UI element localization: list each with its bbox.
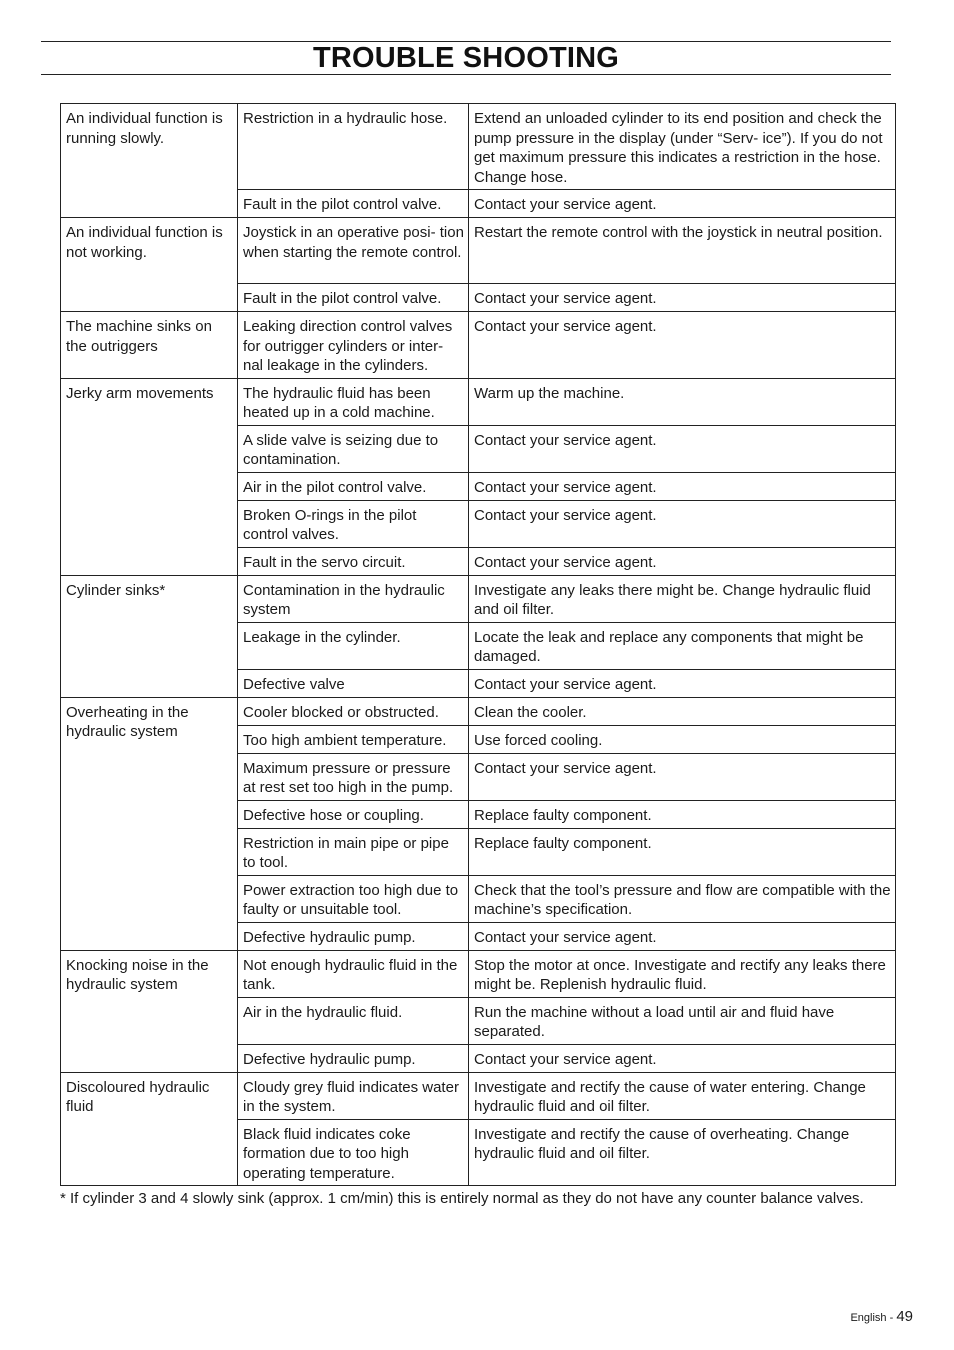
table-row xyxy=(61,378,896,425)
action-cell: Warm up the machine. xyxy=(469,378,896,425)
action-cell: Investigate any leaks there might be. Change hydraulic fluid and oil filter. xyxy=(469,575,896,622)
action-cell: Run the machine without a load until air and fluid have separated. xyxy=(469,997,896,1044)
table-row xyxy=(61,312,896,379)
action-cell: Contact your service agent. xyxy=(469,190,896,218)
cause-cell: Cooler blocked or obstructed. xyxy=(238,697,469,725)
action-cell: Contact your service agent. xyxy=(469,547,896,575)
action-cell: Restart the remote control with the joystick in neutral position. xyxy=(469,218,896,284)
cause-cell: Defective hose or coupling. xyxy=(238,800,469,828)
page-footer xyxy=(850,1308,913,1325)
problem-cell: An individual function is not working. xyxy=(61,218,238,312)
cause-cell: A slide valve is seizing due to contamination. xyxy=(238,425,469,472)
action-cell: Contact your service agent. xyxy=(469,284,896,312)
table-row xyxy=(61,1072,896,1119)
cause-cell: Joystick in an operative posi- tion when starting the remote control. xyxy=(238,218,469,284)
title-rule-bottom xyxy=(41,74,891,75)
cause-cell: Fault in the pilot control valve. xyxy=(238,190,469,218)
cause-cell: Maximum pressure or pressure at rest set too high in the pump. xyxy=(238,753,469,800)
action-cell: Contact your service agent. xyxy=(469,500,896,547)
action-cell: Contact your service agent. xyxy=(469,669,896,697)
cause-cell: Leakage in the cylinder. xyxy=(238,622,469,669)
cause-cell: Defective valve xyxy=(238,669,469,697)
action-cell: Contact your service agent. xyxy=(469,312,896,379)
cause-cell: Contamination in the hydraulic system xyxy=(238,575,469,622)
table-row xyxy=(61,218,896,284)
problem-cell: The machine sinks on the outriggers xyxy=(61,312,238,379)
problem-cell: Jerky arm movements xyxy=(61,378,238,575)
cause-cell: Leaking direction control valves for outrigger cylinders or inter- nal leakage in the cylinders. xyxy=(238,312,469,379)
action-cell: Check that the tool’s pressure and flow are compatible with the machine’s specification. xyxy=(469,875,896,922)
action-cell: Contact your service agent. xyxy=(469,1044,896,1072)
cause-cell: Restriction in main pipe or pipe to tool. xyxy=(238,828,469,875)
cause-cell: Fault in the servo circuit. xyxy=(238,547,469,575)
table-row xyxy=(61,575,896,622)
cause-cell: Fault in the pilot control valve. xyxy=(238,284,469,312)
problem-cell: Knocking noise in the hydraulic system xyxy=(61,950,238,1072)
action-cell: Contact your service agent. xyxy=(469,753,896,800)
action-cell: Investigate and rectify the cause of water entering. Change hydraulic fluid and oil filter. xyxy=(469,1072,896,1119)
action-cell: Contact your service agent. xyxy=(469,425,896,472)
problem-cell: Overheating in the hydraulic system xyxy=(61,697,238,950)
action-cell: Contact your service agent. xyxy=(469,922,896,950)
table-row xyxy=(61,104,896,190)
cause-cell: The hydraulic fluid has been heated up in a cold machine. xyxy=(238,378,469,425)
page-number: 49 xyxy=(896,1308,913,1325)
cause-cell: Broken O-rings in the pilot control valves. xyxy=(238,500,469,547)
cause-cell: Defective hydraulic pump. xyxy=(238,1044,469,1072)
cause-cell: Too high ambient temperature. xyxy=(238,725,469,753)
action-cell: Clean the cooler. xyxy=(469,697,896,725)
cause-cell: Defective hydraulic pump. xyxy=(238,922,469,950)
cause-cell: Power extraction too high due to faulty or unsuitable tool. xyxy=(238,875,469,922)
cause-cell: Not enough hydraulic fluid in the tank. xyxy=(238,950,469,997)
footnote: * If cylinder 3 and 4 slowly sink (approx. 1 cm/min) this is entirely normal as they do not have any counter balance valves. xyxy=(60,1190,864,1207)
action-cell: Replace faulty component. xyxy=(469,800,896,828)
table-row xyxy=(61,950,896,997)
problem-cell: Cylinder sinks* xyxy=(61,575,238,697)
action-cell: Use forced cooling. xyxy=(469,725,896,753)
cause-cell: Air in the pilot control valve. xyxy=(238,472,469,500)
cause-cell: Cloudy grey fluid indicates water in the system. xyxy=(238,1072,469,1119)
action-cell: Stop the motor at once. Investigate and rectify any leaks there might be. Replenish hydraulic fluid. xyxy=(469,950,896,997)
action-cell: Extend an unloaded cylinder to its end position and check the pump pressure in the display (under “Serv- ice”). If you do not get maximum pressure this indicates a restriction in the hose. Change hose. xyxy=(469,104,896,190)
cause-cell: Black fluid indicates coke formation due to too high operating temperature. xyxy=(238,1119,469,1186)
action-cell: Investigate and rectify the cause of overheating. Change hydraulic fluid and oil filter. xyxy=(469,1119,896,1186)
page-title: TROUBLE SHOOTING xyxy=(312,42,620,74)
problem-cell: An individual function is running slowly. xyxy=(61,104,238,218)
table-row xyxy=(61,697,896,725)
footer-language: English - xyxy=(850,1312,894,1324)
action-cell: Locate the leak and replace any components that might be damaged. xyxy=(469,622,896,669)
action-cell: Replace faulty component. xyxy=(469,828,896,875)
cause-cell: Air in the hydraulic fluid. xyxy=(238,997,469,1044)
cause-cell: Restriction in a hydraulic hose. xyxy=(238,104,469,190)
troubleshooting-table xyxy=(60,103,896,1186)
action-cell: Contact your service agent. xyxy=(469,472,896,500)
problem-cell: Discoloured hydraulic fluid xyxy=(61,1072,238,1186)
